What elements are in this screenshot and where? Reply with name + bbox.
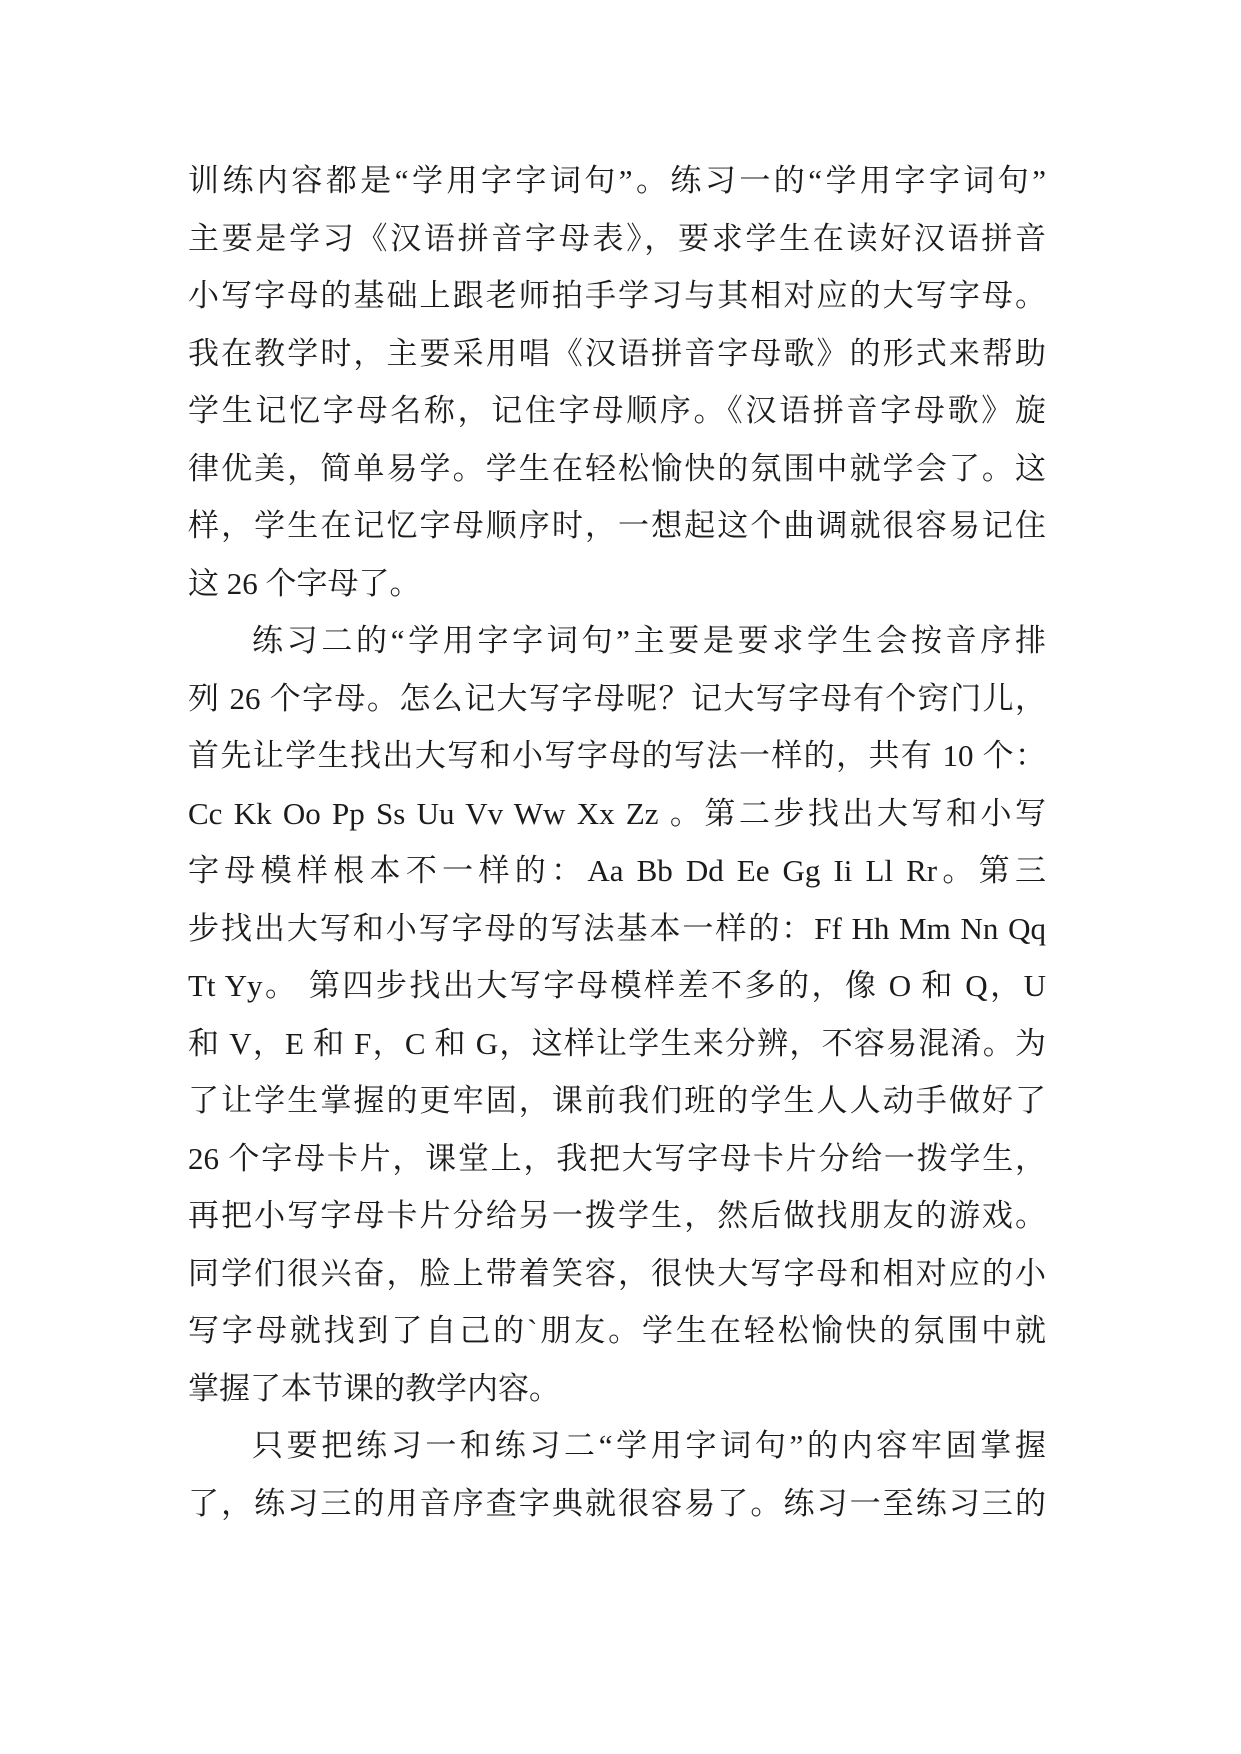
text-line: 字母模样根本不一样的：Aa Bb Dd Ee Gg Ii Ll Rr。第三 — [188, 853, 1046, 888]
paragraph — [188, 612, 1046, 1417]
text-line: 这 26 个字母了。 — [188, 565, 421, 601]
paragraph — [188, 152, 1046, 612]
text-line: 首先让学生找出大写和小写字母的写法一样的，共有 10 个： — [188, 738, 1046, 773]
text-line: 再把小写字母卡片分给另一拨学生，然后做找朋友的游戏。 — [188, 1198, 1046, 1233]
text-line: 训练内容都是“学用字字词句”。练习一的“学用字字词句” — [188, 163, 1046, 198]
text-line: 练习二的“学用字字词句”主要是要求学生会按音序排 — [252, 623, 1046, 658]
text-line: Tt Yy。 第四步找出大写字母模样差不多的，像 O 和 Q，U — [188, 968, 1046, 1003]
document-body — [188, 152, 1046, 1532]
text-line: 列 26 个字母。怎么记大写字母呢？记大写字母有个窍门儿， — [188, 680, 1046, 716]
text-line: 了，练习三的用音序查字典就很容易了。练习一至练习三的 — [188, 1485, 1046, 1521]
text-line: 学生记忆字母名称，记住字母顺序。《汉语拼音字母歌》旋 — [188, 393, 1046, 428]
text-line: Cc Kk Oo Pp Ss Uu Vv Ww Xx Zz 。第二步找出大写和小写 — [188, 795, 1046, 831]
text-line: 了让学生掌握的更牢固，课前我们班的学生人人动手做好了 — [188, 1083, 1046, 1118]
text-line: 26 个字母卡片，课堂上，我把大写字母卡片分给一拨学生， — [188, 1140, 1046, 1176]
text-line: 律优美，简单易学。学生在轻松愉快的氛围中就学会了。这 — [188, 450, 1046, 486]
text-line: 样，学生在记忆字母顺序时，一想起这个曲调就很容易记住 — [188, 508, 1046, 543]
text-line: 和 V，E 和 F，C 和 G，这样让学生来分辨，不容易混淆。为 — [188, 1025, 1046, 1061]
text-line: 小写字母的基础上跟老师拍手学习与其相对应的大写字母。 — [188, 278, 1046, 313]
paragraph — [188, 1417, 1046, 1532]
text-line: 主要是学习《汉语拼音字母表》，要求学生在读好汉语拼音 — [188, 220, 1046, 256]
text-line: 我在教学时，主要采用唱《汉语拼音字母歌》的形式来帮助 — [188, 335, 1046, 371]
text-line: 写字母就找到了自己的`朋友。学生在轻松愉快的氛围中就 — [188, 1313, 1046, 1348]
text-line: 同学们很兴奋，脸上带着笑容，很快大写字母和相对应的小 — [188, 1255, 1046, 1291]
text-line: 掌握了本节课的教学内容。 — [188, 1370, 560, 1406]
text-line: 只要把练习一和练习二“学用字词句”的内容牢固掌握 — [252, 1428, 1046, 1463]
text-line: 步找出大写和小写字母的写法基本一样的：Ff Hh Mm Nn Qq — [188, 910, 1046, 946]
